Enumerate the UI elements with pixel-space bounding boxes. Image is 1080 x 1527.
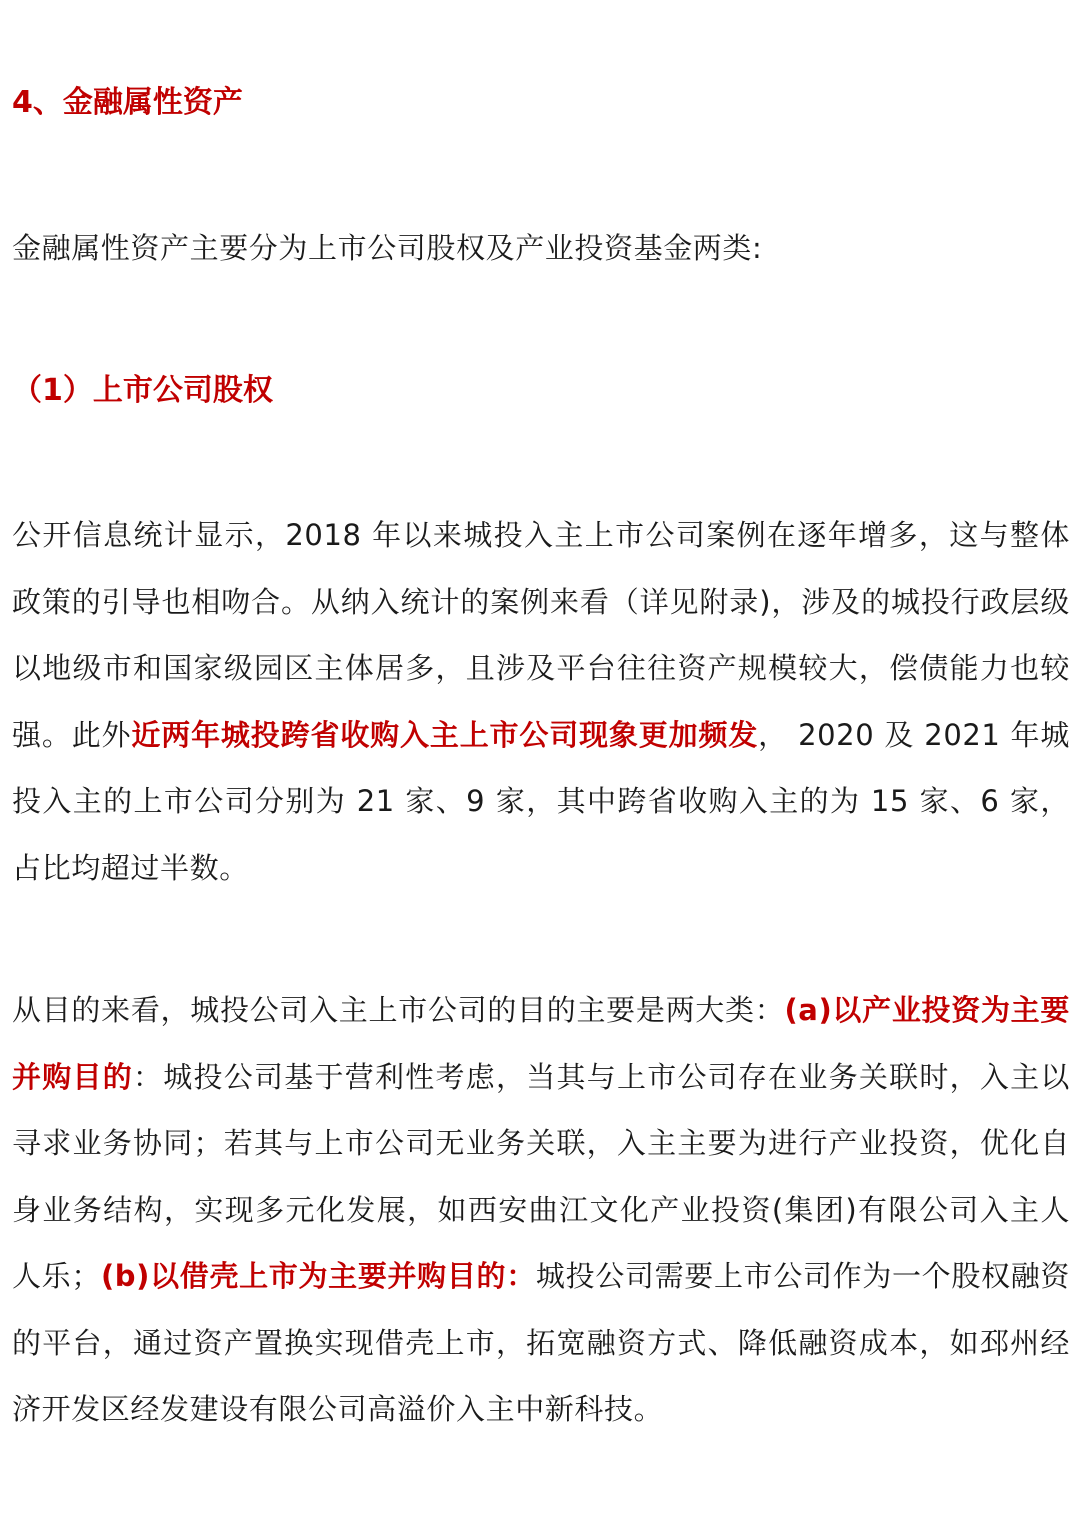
paragraph2-highlight-industrial-investment: (a)以产业投资为主要并购目的 xyxy=(12,993,1070,1094)
paragraph2-text-3: 城投公司需要上市公司作为一个股权融资的平台，通过资产置换实现借壳上市，拓宽融资方式、降低融资成本，如邳州经济开发区经发建设有限公司高溢价入主中新科技。 xyxy=(12,1259,1070,1426)
paragraph1-text-1: 公开信息统计显示，2018 年以来城投入主上市公司案例在逐年增多，这与整体政策的引导也相吻合。从纳入统计的案例来看（详见附录)，涉及的城投行政层级以地级市和国家级园区主体居多，且涉及平台往往资产规模较大，偿债能力也较强。此外 xyxy=(12,518,1070,752)
section-heading: 4、金融属性资产 xyxy=(12,85,243,120)
paragraph-listed-equity-trend xyxy=(12,502,1070,901)
section-intro: 金融属性资产主要分为上市公司股权及产业投资基金两类: xyxy=(12,231,763,265)
paragraph2-text-2: ：城投公司基于营利性考虑，当其与上市公司存在业务关联时，入主以寻求业务协同；若其与上市公司无业务关联，入主主要为进行产业投资，优化自身业务结构，实现多元化发展，如西安曲江文化产业投资(集团)有限公司入主人人乐； xyxy=(12,1059,1070,1293)
paragraph-acquisition-purpose xyxy=(12,977,1070,1443)
subsection-heading: （1）上市公司股权 xyxy=(12,373,273,408)
paragraph2-text-1: 从目的来看，城投公司入主上市公司的目的主要是两大类： xyxy=(12,993,785,1027)
paragraph2-highlight-backdoor-listing: (b)以借壳上市为主要并购目的： xyxy=(100,1259,536,1293)
paragraph1-highlight-cross-province: 近两年城投跨省收购入主上市公司现象更加频发 xyxy=(131,717,759,752)
paragraph1-text-2: ， 2020 及 2021 年城投入主的上市公司分别为 21 家、9 家，其中跨省收购入主的为 15 家、6 家，占比均超过半数。 xyxy=(12,717,1070,885)
